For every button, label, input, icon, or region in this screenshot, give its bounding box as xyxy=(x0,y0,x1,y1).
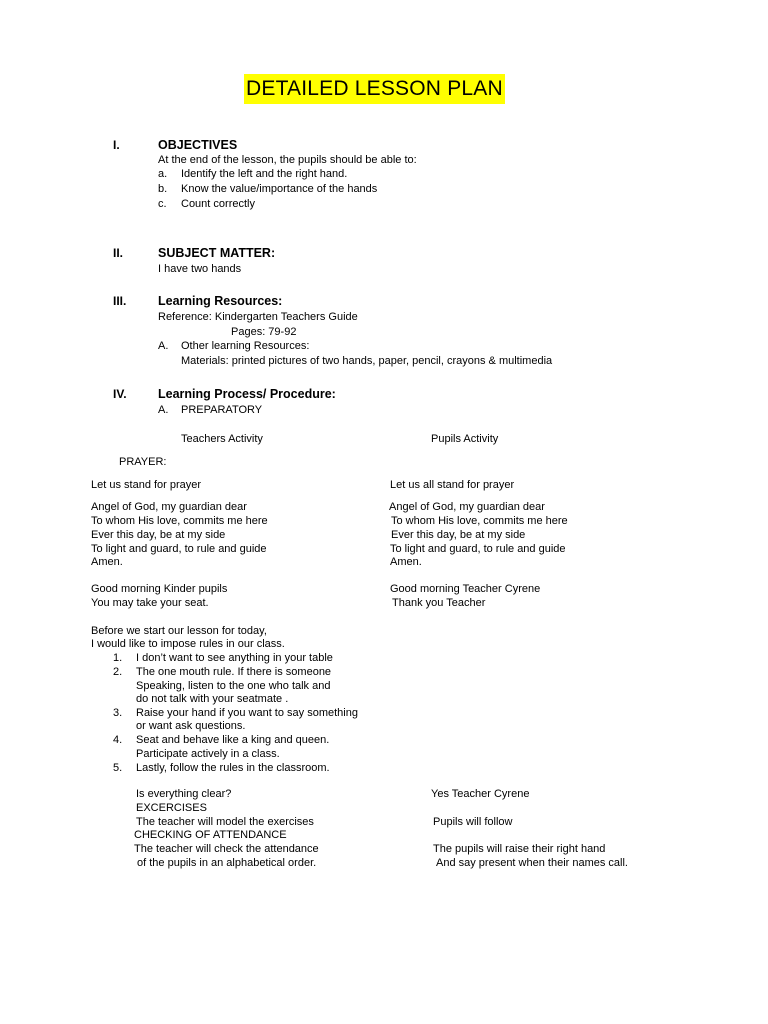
process-sub-marker: A. xyxy=(158,404,169,416)
column-header-teacher: Teachers Activity xyxy=(181,433,263,445)
teacher-prayer-line: To whom His love, commits me here xyxy=(91,515,268,527)
rule-line: I don’t want to see anything in your table xyxy=(136,652,333,664)
pupil-clear-answer: Yes Teacher Cyrene xyxy=(431,788,530,800)
pupil-prayer-line: Angel of God, my guardian dear xyxy=(389,501,545,513)
pupil-line: Let us all stand for prayer xyxy=(390,479,515,491)
pupil-prayer-line: Ever this day, be at my side xyxy=(391,529,526,541)
section-numeral-objectives: I. xyxy=(113,138,120,152)
rule-line: Lastly, follow the rules in the classroom. xyxy=(136,762,330,774)
teacher-prayer-line: Ever this day, be at my side xyxy=(91,529,226,541)
pupil-greeting-line: Good morning Teacher Cyrene xyxy=(390,583,541,595)
section-numeral-resources: III. xyxy=(113,294,127,308)
subject-matter-text: I have two hands xyxy=(158,263,242,275)
teacher-attendance-line: The teacher will check the attendance xyxy=(134,843,319,855)
resources-pages: Pages: 79-92 xyxy=(231,326,297,338)
rule-line: Raise your hand if you want to say something xyxy=(136,707,358,719)
objective-marker: b. xyxy=(158,183,168,195)
section-heading-resources: Learning Resources: xyxy=(158,294,283,308)
pupil-prayer-line: To whom His love, commits me here xyxy=(391,515,568,527)
objective-item: Know the value/importance of the hands xyxy=(181,183,378,195)
rule-line: do not talk with your seatmate . xyxy=(136,693,289,705)
teacher-prayer-line: To light and guard, to rule and guide xyxy=(91,543,267,555)
objectives-intro: At the end of the lesson, the pupils should be able to: xyxy=(158,154,417,166)
rule-line: Speaking, listen to the one who talk and xyxy=(136,680,331,692)
section-heading-subject: SUBJECT MATTER: xyxy=(158,246,276,260)
pupil-attendance-line: The pupils will raise their right hand xyxy=(433,843,606,855)
rule-number: 5. xyxy=(113,762,123,774)
rule-line: Participate actively in a class. xyxy=(136,748,280,760)
rules-intro-line: I would like to impose rules in our class. xyxy=(91,638,285,650)
section-heading-process: Learning Process/ Procedure: xyxy=(158,387,336,401)
resources-materials: Materials: printed pictures of two hands, paper, pencil, crayons & multimedia xyxy=(181,355,553,367)
teacher-greeting-line: You may take your seat. xyxy=(91,597,209,609)
section-numeral-process: IV. xyxy=(113,387,127,401)
prayer-label: PRAYER: xyxy=(119,456,167,468)
exercises-label: EXCERCISES xyxy=(136,802,207,814)
column-header-pupils: Pupils Activity xyxy=(431,433,499,445)
process-sub-heading: PREPARATORY xyxy=(181,404,263,416)
pupil-prayer-line: To light and guard, to rule and guide xyxy=(390,543,566,555)
resources-other-marker: A. xyxy=(158,340,169,352)
rule-number: 3. xyxy=(113,707,123,719)
teacher-prayer-line: Amen. xyxy=(91,556,123,568)
objective-item: Identify the left and the right hand. xyxy=(181,168,348,180)
rule-line: The one mouth rule. If there is someone xyxy=(136,666,332,678)
teacher-line: Let us stand for prayer xyxy=(91,479,202,491)
page-title: DETAILED LESSON PLAN xyxy=(244,74,505,104)
teacher-prayer-line: Angel of God, my guardian dear xyxy=(91,501,247,513)
objective-item: Count correctly xyxy=(181,198,255,210)
section-heading-objectives: OBJECTIVES xyxy=(158,138,238,152)
rule-line: or want ask questions. xyxy=(136,720,246,732)
attendance-label: CHECKING OF ATTENDANCE xyxy=(134,829,287,841)
objective-marker: a. xyxy=(158,168,168,180)
pupil-greeting-line: Thank you Teacher xyxy=(392,597,486,609)
teacher-exercises: The teacher will model the exercises xyxy=(136,816,314,828)
objective-marker: c. xyxy=(158,198,167,210)
rule-number: 4. xyxy=(113,734,123,746)
teacher-clear-question: Is everything clear? xyxy=(136,788,232,800)
rule-line: Seat and behave like a king and queen. xyxy=(136,734,330,746)
rule-number: 2. xyxy=(113,666,123,678)
resources-reference: Reference: Kindergarten Teachers Guide xyxy=(158,311,358,323)
teacher-attendance-line: of the pupils in an alphabetical order. xyxy=(137,857,317,869)
rules-intro-line: Before we start our lesson for today, xyxy=(91,625,267,637)
teacher-greeting-line: Good morning Kinder pupils xyxy=(91,583,228,595)
resources-other: Other learning Resources: xyxy=(181,340,310,352)
pupil-prayer-line: Amen. xyxy=(390,556,422,568)
pupil-exercises: Pupils will follow xyxy=(433,816,513,828)
pupil-attendance-line: And say present when their names call. xyxy=(436,857,628,869)
rule-number: 1. xyxy=(113,652,123,664)
section-numeral-subject: II. xyxy=(113,246,124,260)
